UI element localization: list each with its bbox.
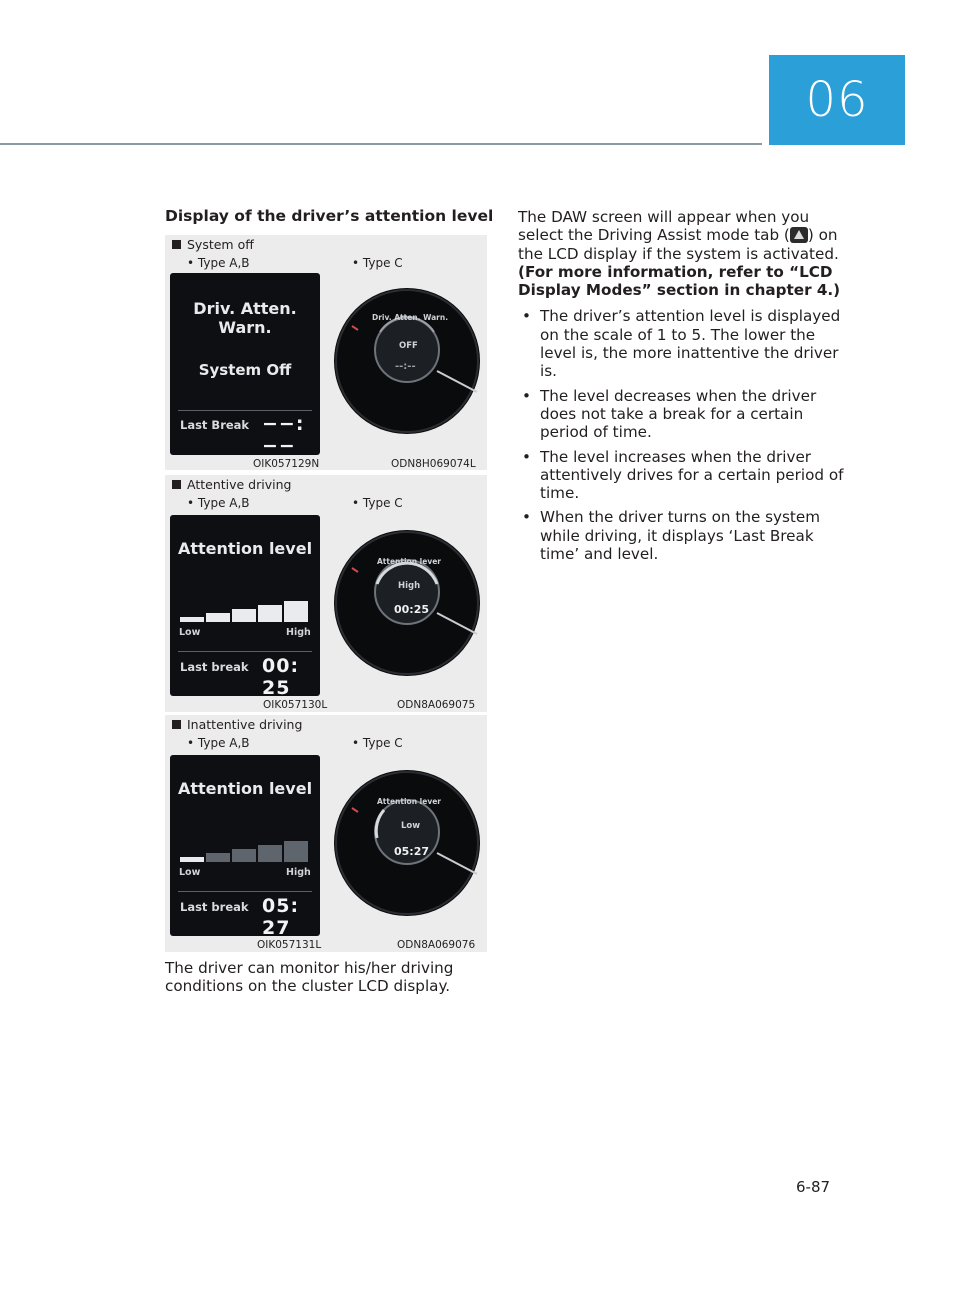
level-high-label: High	[286, 627, 311, 638]
intro-paragraph: The DAW screen will appear when you select the Driving Assist mode tab ( ) on the LCD display if the system is activated. (For more information, refer to “LCD Display Modes” section in chapter 4.)	[518, 208, 841, 300]
level-bar	[284, 841, 308, 862]
gauge-title: Driv. Atten. Warn.	[372, 313, 449, 322]
body-text	[518, 208, 848, 569]
lcd-title: Attention level	[177, 779, 313, 798]
reference-note: (For more information, refer to “LCD Display Modes” section in chapter 4.)	[518, 262, 841, 300]
type-c-label: • Type C	[352, 256, 403, 270]
figure-code: OIK057129N	[253, 458, 320, 470]
level-bar	[180, 857, 204, 862]
level-bar	[284, 601, 308, 622]
figure-label: System off	[172, 237, 254, 252]
figure-label: Inattentive driving	[172, 717, 302, 732]
gauge-status: OFF	[399, 341, 418, 351]
lcd-break-label: Last break	[180, 660, 249, 674]
level-bar	[258, 605, 282, 622]
figure-code: ODN8A069076	[397, 939, 476, 951]
level-high-label: High	[286, 867, 311, 878]
cluster-gauge	[332, 768, 482, 918]
lcd-divider	[178, 891, 312, 892]
page-number: 6-87	[796, 1178, 831, 1196]
lcd-break-time: 05: 27	[262, 895, 300, 936]
header-rule	[0, 143, 762, 145]
chapter-tab: 06	[769, 55, 905, 145]
lcd-title: Attention level	[177, 539, 313, 558]
level-low-label: Low	[179, 627, 201, 638]
figure-code: OIK057131L	[257, 939, 322, 951]
driving-assist-icon	[790, 227, 808, 243]
type-ab-label: • Type A,B	[187, 496, 250, 510]
figure-code: OIK057130L	[263, 699, 328, 711]
gauge-status: High	[398, 581, 421, 591]
list-item: • The driver’s attention level is displayed on the scale of 1 to 5. The lower the level is, the more inattentive the driver is.	[518, 307, 848, 380]
lcd-break-time: 00: 25	[262, 655, 300, 696]
figure-caption: The driver can monitor his/her driving conditions on the cluster LCD display.	[165, 959, 454, 996]
figure-panel-inattentive	[165, 715, 487, 952]
type-c-label: • Type C	[352, 496, 403, 510]
lcd-screen	[170, 755, 320, 936]
type-c-label: • Type C	[352, 736, 403, 750]
level-low-label: Low	[179, 867, 201, 878]
level-bar	[258, 845, 282, 862]
level-bar	[180, 617, 204, 622]
figure-panel-system-off	[165, 235, 487, 470]
list-item: • The level increases when the driver attentively drives for a certain period of time.	[518, 448, 848, 503]
lcd-divider	[178, 410, 312, 411]
type-ab-label: • Type A,B	[187, 256, 250, 270]
lcd-divider	[178, 651, 312, 652]
level-bar	[206, 613, 230, 622]
lcd-status: System Off	[198, 361, 292, 379]
bullet-list	[518, 307, 848, 563]
figure-panel-attentive	[165, 475, 487, 712]
attention-level-bars	[180, 601, 308, 622]
type-ab-label: • Type A,B	[187, 736, 250, 750]
section-title: Display of the driver’s attention level	[165, 207, 494, 225]
gauge-status: Low	[401, 821, 421, 831]
gauge-time: 00:25	[394, 603, 430, 616]
lcd-title: Driv. Atten. Warn.	[193, 299, 297, 337]
lcd-break-time: −−:−−	[262, 413, 305, 455]
gauge-time: 05:27	[394, 845, 430, 858]
lcd-screen	[170, 273, 320, 455]
lcd-screen	[170, 515, 320, 696]
list-item: • When the driver turns on the system while driving, it displays ‘Last Break time’ and level.	[518, 508, 848, 563]
level-bar	[232, 609, 256, 622]
lcd-break-label: Last Break	[180, 418, 250, 432]
figure-code: ODN8A069075	[397, 699, 476, 711]
level-bar	[206, 853, 230, 862]
lcd-break-label: Last break	[180, 900, 249, 914]
attention-level-bars	[180, 841, 308, 862]
gauge-title: Attention lever	[377, 797, 441, 806]
level-bar	[232, 849, 256, 862]
figure-code: ODN8H069074L	[391, 458, 476, 470]
gauge-title: Attention lever	[377, 557, 441, 566]
figure-label: Attentive driving	[172, 477, 291, 492]
list-item: • The level decreases when the driver does not take a break for a certain period of time.	[518, 387, 848, 442]
gauge-time: --:--	[395, 361, 416, 372]
